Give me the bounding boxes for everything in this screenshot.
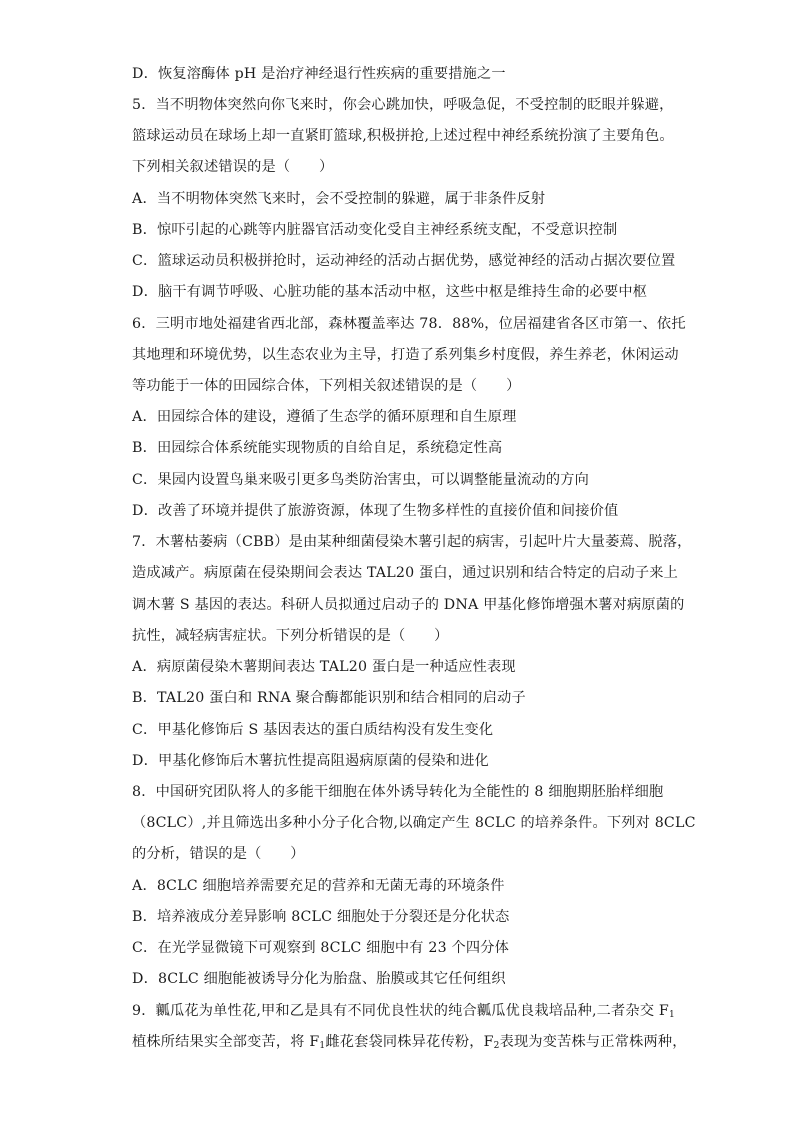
text-line: A．病原菌侵染木薯期间表达 TAL20 蛋白是一种适应性表现 bbox=[132, 659, 516, 675]
text-line: 其地理和环境优势，以生态农业为主导，打造了系列集乡村度假，养生养老，休闲运动 bbox=[132, 347, 679, 363]
text-run: 9．瓤瓜花为单性花,甲和乙是具有不同优良性状的纯合瓤瓜优良栽培品种,二者杂交 F bbox=[132, 1003, 669, 1019]
text-line: 调木薯 S 基因的表达。科研人员拟通过启动子的 DNA 甲基化修饰增强木薯对病原菌的 bbox=[132, 597, 685, 613]
text-run: 表现为变苦株与正常株两种， bbox=[499, 1034, 687, 1050]
text-line: B．田园综合体系统能实现物质的自给自足，系统稳定性高 bbox=[132, 440, 503, 456]
text-run: 雌花套袋同株异花传粉，F bbox=[325, 1034, 494, 1050]
text-line: 等功能于一体的田园综合体，下列相关叙述错误的是（ ） bbox=[132, 378, 521, 394]
text-line: B．培养液成分差异影响 8CLC 细胞处于分裂还是分化状态 bbox=[132, 909, 510, 925]
text-line: 7．木薯枯萎病（CBB）是由某种细菌侵染木薯引起的病害，引起叶片大量萎蔫、脱落， bbox=[132, 534, 692, 550]
text-line: A．当不明物体突然飞来时，会不受控制的躲避，属于非条件反射 bbox=[132, 191, 546, 207]
text-line: D．恢复溶酶体 pH 是治疗神经退行性疾病的重要措施之一 bbox=[132, 66, 506, 82]
subscript: 1 bbox=[668, 1010, 675, 1020]
text-line: 6．三明市地处福建省西北部，森林覆盖率达 78．88%，位居福建省各区市第一、依托 bbox=[132, 316, 686, 332]
text-line bbox=[132, 1001, 675, 1021]
text-line: 造成减产。病原菌在侵染期间会表达 TAL20 蛋白，通过识别和结合特定的启动子来上 bbox=[132, 565, 679, 581]
text-line: D．8CLC 细胞能被诱导分化为胎盘、胎膜或其它任何组织 bbox=[132, 971, 506, 987]
text-line: C．在光学显微镜下可观察到 8CLC 细胞中有 23 个四分体 bbox=[132, 940, 510, 956]
text-line: C．甲基化修饰后 S 基因表达的蛋白质结构没有发生变化 bbox=[132, 722, 494, 738]
text-line: 的分析，错误的是（ ） bbox=[132, 846, 305, 862]
text-line: A．田园综合体的建设，遵循了生态学的循环原理和自生原理 bbox=[132, 409, 517, 425]
text-run: 植株所结果实全部变苦，将 F bbox=[132, 1034, 320, 1050]
text-line: 抗性，减轻病害症状。下列分析错误的是（ ） bbox=[132, 628, 449, 644]
text-line: D．改善了环境并提供了旅游资源，体现了生物多样性的直接价值和间接价值 bbox=[132, 503, 619, 519]
text-line: 下列相关叙述错误的是（ ） bbox=[132, 159, 334, 175]
text-line: 5．当不明物体突然向你飞来时，你会心跳加快，呼吸急促，不受控制的眨眼并躲避， bbox=[132, 97, 674, 113]
text-line: D．甲基化修饰后木薯抗性提高阻遏病原菌的侵染和进化 bbox=[132, 753, 489, 769]
text-line: B．TAL20 蛋白和 RNA 聚合酶都能识别和结合相同的启动子 bbox=[132, 690, 526, 706]
text-line: 8．中国研究团队将人的多能干细胞在体外诱导转化为全能性的 8 细胞期胚胎样细胞 bbox=[132, 784, 664, 800]
text-line: （8CLC）,并且筛选出多种小分子化合物,以确定产生 8CLC 的培养条件。下列对 8CLC bbox=[132, 815, 696, 831]
subscript: 1 bbox=[319, 1041, 326, 1051]
text-line: A．8CLC 细胞培养需要充足的营养和无菌无毒的环境条件 bbox=[132, 878, 505, 894]
subscript: 2 bbox=[493, 1041, 500, 1051]
text-line: D．脑干有调节呼吸、心脏功能的基本活动中枢，这些中枢是维持生命的必要中枢 bbox=[132, 284, 648, 300]
text-line: C．果园内设置鸟巢来吸引更多鸟类防治害虫，可以调整能量流动的方向 bbox=[132, 472, 590, 488]
text-line bbox=[132, 1032, 687, 1052]
text-line: 篮球运动员在球场上却一直紧盯篮球,积极拼抢,上述过程中神经系统扮演了主要角色。 bbox=[132, 128, 674, 144]
text-line: B．惊吓引起的心跳等内脏器官活动变化受自主神经系统支配，不受意识控制 bbox=[132, 222, 618, 238]
text-line: C．篮球运动员积极拼抢时，运动神经的活动占据优势，感觉神经的活动占据次要位置 bbox=[132, 253, 676, 269]
